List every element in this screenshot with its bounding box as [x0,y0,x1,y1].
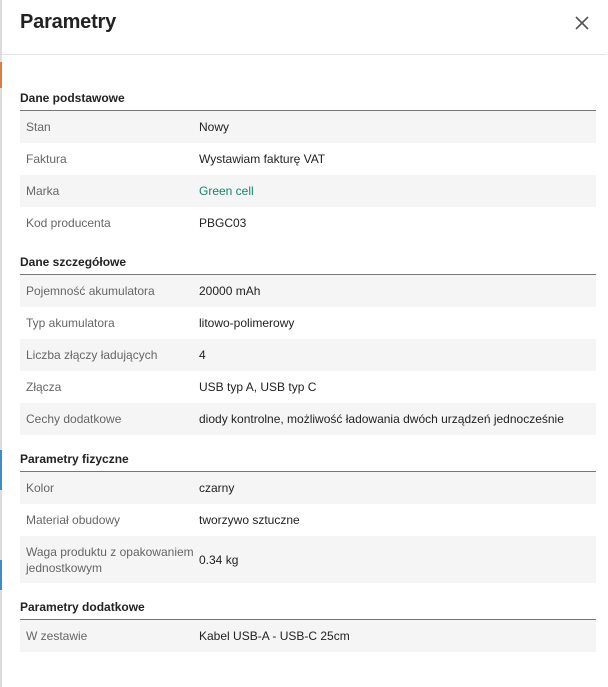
table-row [20,504,596,536]
param-label: Kolor [26,481,55,495]
param-value: USB typ A, USB typ C [199,380,317,394]
table-row [20,307,596,339]
param-value: 0.34 kg [199,552,239,567]
table-row [20,207,596,239]
param-label: Liczba złączy ładujących [26,348,158,362]
table-row [20,536,596,583]
section-title: Dane podstawowe [20,56,596,111]
table-row [20,472,596,504]
param-label: Materiał obudowy [26,513,121,527]
table-row [20,371,596,403]
table-row [20,403,596,435]
dialog-title: Parametry [20,11,117,33]
table-row [20,339,596,371]
section-detailed [20,239,596,435]
param-label: Cechy dodatkowe [26,412,122,426]
param-label: Pojemność akumulatora [26,284,155,298]
param-value: 20000 mAh [199,284,261,298]
param-label: W zestawie [26,629,88,643]
param-label: Złącza [26,380,62,394]
section-title: Parametry fizyczne [20,435,596,472]
param-value: Nowy [199,120,230,134]
table-row [20,620,596,652]
table-row [20,175,596,207]
section-basic [20,56,596,239]
param-value: tworzywo sztuczne [199,513,300,527]
dialog-content [20,56,596,652]
table-row [20,143,596,175]
section-title: Parametry dodatkowe [20,583,596,620]
param-label: Typ akumulatora [26,316,115,330]
section-physical [20,435,596,583]
param-value: Wystawiam fakturę VAT [199,152,326,166]
param-value: czarny [199,481,235,495]
close-icon[interactable] [572,13,592,33]
param-value: Kabel USB-A - USB-C 25cm [199,629,350,643]
table-row [20,275,596,307]
dialog-header [2,0,606,55]
param-label: Marka [26,184,60,198]
param-value: litowo-polimerowy [199,316,295,330]
section-title: Dane szczegółowe [20,239,596,275]
param-label: Kod producenta [26,216,111,230]
section-additional [20,583,596,652]
param-label: Waga produktu z opakowaniem jednostkowym [26,544,194,575]
param-label: Stan [26,120,51,134]
brand-link[interactable]: Green cell [199,184,254,198]
table-row [20,111,596,143]
param-label: Faktura [26,152,67,166]
param-value: 4 [199,348,206,362]
param-value: PBGC03 [199,216,247,230]
param-value: diody kontrolne, możliwość ładowania dwóch urządzeń jednocześnie [199,412,564,426]
parameters-dialog [2,0,606,687]
